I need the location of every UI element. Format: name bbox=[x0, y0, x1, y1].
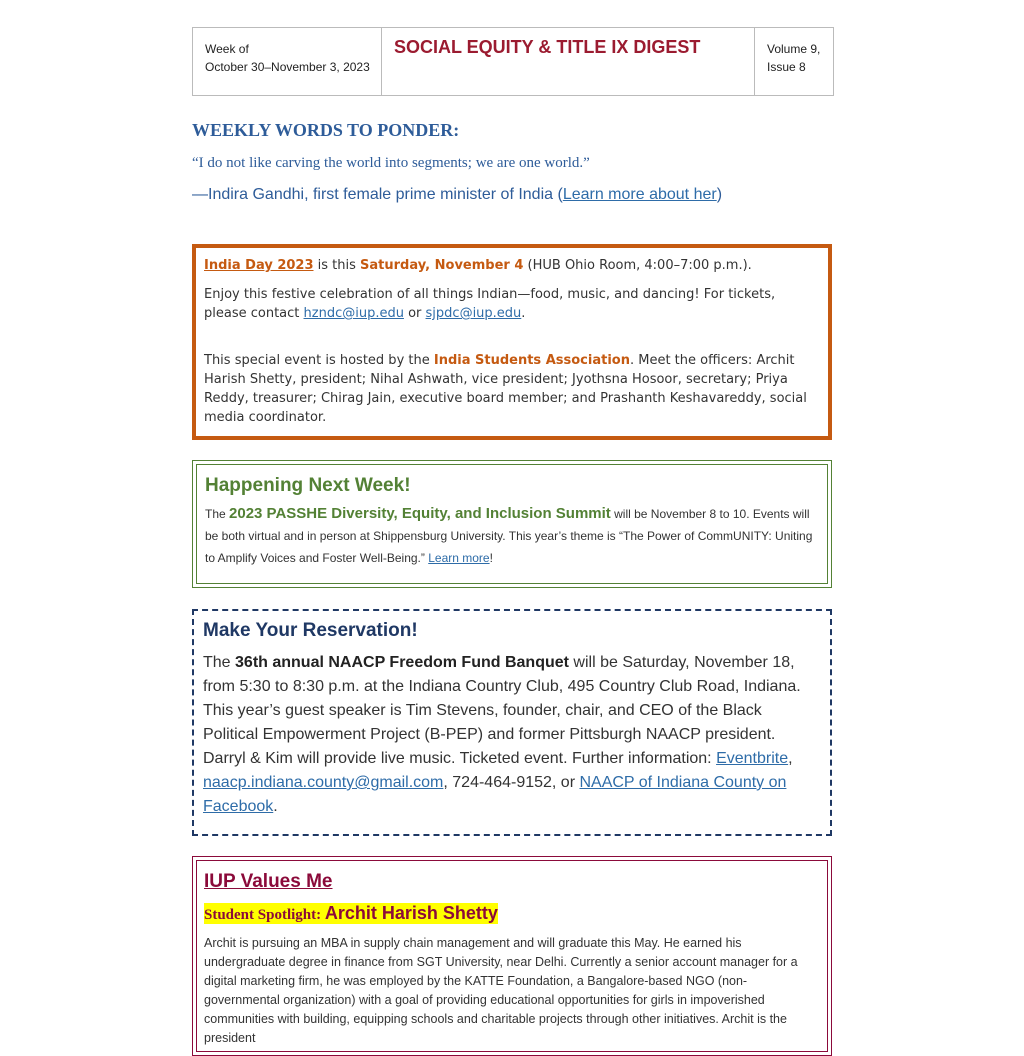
spotlight-label: Student Spotlight: bbox=[204, 907, 325, 923]
reservation-heading: Make Your Reservation! bbox=[203, 620, 418, 641]
week-label: Week of bbox=[205, 42, 249, 56]
text: This special event is hosted by the bbox=[204, 353, 434, 368]
paren: ) bbox=[716, 186, 723, 203]
event-date: Saturday, November 4 bbox=[360, 258, 524, 273]
text: , 724-464-9152, or bbox=[443, 774, 580, 791]
week-dates: October 30–November 3, 2023 bbox=[205, 60, 370, 74]
digest-title: SOCIAL EQUITY & TITLE IX DIGEST bbox=[382, 28, 755, 95]
next-week-heading: Happening Next Week! bbox=[205, 475, 411, 496]
event-name: 2023 PASSHE Diversity, Equity, and Inclusion Summit bbox=[229, 505, 611, 522]
attribution bbox=[192, 186, 832, 204]
iup-heading: IUP Values Me bbox=[204, 871, 333, 892]
ponder-heading: WEEKLY WORDS TO PONDER: bbox=[192, 120, 460, 140]
reservation-box bbox=[192, 609, 832, 836]
text: . Meet the officers: Archit Harish Shetty, president; Nihal Ashwath, vice president; Jyothsna Hosoor, secretary; Priya Reddy, treasurer; Chirag Jain, executive board member; and Prashanth Keshavareddy, social media coordinator. bbox=[204, 353, 807, 425]
india-day-link[interactable]: India Day 2023 bbox=[204, 258, 314, 273]
text: . bbox=[273, 798, 278, 815]
week-cell bbox=[193, 28, 382, 95]
email-sjpdc-link[interactable]: sjpdc@iup.edu bbox=[425, 306, 522, 321]
happening-next-week-box bbox=[192, 460, 832, 588]
text: or bbox=[403, 306, 426, 321]
text: (HUB Ohio Room, 4:00–7:00 p.m.). bbox=[523, 258, 752, 273]
student-spotlight bbox=[204, 903, 498, 924]
volume: Volume 9, bbox=[767, 42, 821, 56]
email-hzndc-link[interactable]: hzndc@iup.edu bbox=[303, 306, 404, 321]
eventbrite-link[interactable]: Eventbrite bbox=[716, 750, 789, 767]
org-name: India Students Association bbox=[433, 353, 630, 368]
iup-values-me-box bbox=[192, 856, 832, 1056]
text: is this bbox=[313, 258, 361, 273]
learn-more-link[interactable]: Learn more bbox=[428, 551, 490, 565]
text: The bbox=[205, 507, 230, 521]
attribution-text: —Indira Gandhi, first female prime minister of India ( bbox=[192, 186, 563, 203]
quote: “I do not like carving the world into segments; we are one world.” bbox=[192, 155, 590, 171]
text: . bbox=[521, 306, 526, 321]
text: will be November 8 to 10. Events will be both virtual and in person at Shippensburg University. This year’s theme is “The Power of CommUNITY: Uniting to Amplify Voices and Foster Well-Being.” bbox=[205, 507, 813, 565]
digest-header bbox=[192, 27, 834, 96]
volume-cell bbox=[755, 28, 833, 95]
weekly-words-section bbox=[192, 120, 832, 204]
text: ! bbox=[489, 551, 493, 565]
spotlight-name: Archit Harish Shetty bbox=[324, 903, 498, 923]
spotlight-body: Archit is pursuing an MBA in supply chain management and will graduate this May. He earned his undergraduate degree in finance from SGT University, near Delhi. Currently a senior account manager for a digital marketing firm, he was employed by the KATTE Foundation, a Bangalore-based NGO (non-governmental organization) with a goal of providing educational opportunities for girls in impoverished communities with building, equipping schools and charitable projects through other initiatives. Archit is the president bbox=[204, 936, 798, 1045]
india-day-box bbox=[192, 244, 832, 440]
event-name: 36th annual NAACP Freedom Fund Banquet bbox=[235, 654, 569, 671]
text: will be Saturday, November 18, from 5:30 to 8:30 p.m. at the Indiana Country Club, 495 Country Club Road, Indiana. This year’s guest speaker is Tim Stevens, founder, chair, and CEO of the Black Political Empowerment Project (B-PEP) and former Pittsburgh NAACP president. Darryl & Kim will provide live music. Ticketed event. Further information: bbox=[203, 654, 801, 767]
text: The bbox=[203, 654, 236, 671]
issue: Issue 8 bbox=[767, 60, 806, 74]
learn-more-her-link[interactable]: Learn more about her bbox=[562, 186, 717, 203]
naacp-email-link[interactable]: naacp.indiana.county@gmail.com bbox=[203, 774, 444, 791]
text: , bbox=[788, 750, 793, 767]
text: Enjoy this festive celebration of all things Indian—food, music, and dancing! For tickets, please contact bbox=[204, 287, 776, 321]
naacp-facebook-link[interactable]: NAACP of Indiana County on Facebook bbox=[203, 774, 787, 815]
